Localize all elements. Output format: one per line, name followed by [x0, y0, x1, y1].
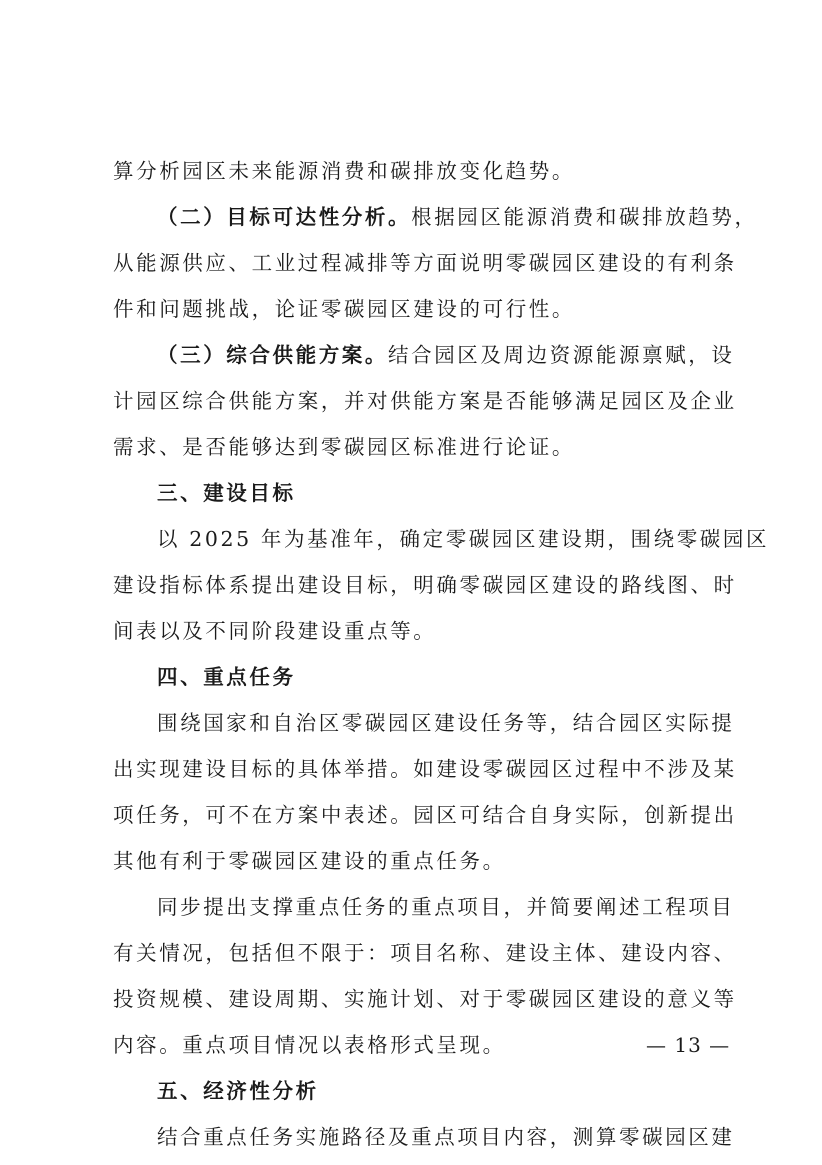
section-heading-goals: 三、建设目标: [157, 481, 296, 505]
text-line: 项任务，可不在方案中表述。园区可结合自身实际，创新提出: [113, 803, 737, 827]
text-line: 需求、是否能够达到零碳园区标准进行论证。: [113, 435, 575, 459]
text-line: 建设指标体系提出建设目标，明确零碳园区建设的路线图、时: [113, 573, 737, 597]
text-line: 同步提出支撑重点任务的重点项目，并简要阐述工程项目: [157, 895, 735, 919]
text-line: 有关情况，包括但不限于：项目名称、建设主体、建设内容、: [113, 941, 737, 965]
text-line: 投资规模、建设周期、实施计划、对于零碳园区建设的意义等: [113, 987, 737, 1011]
text-run: 根据园区能源消费和碳排放趋势，: [411, 205, 758, 229]
text-line: 算分析园区未来能源消费和碳排放变化趋势。: [113, 159, 575, 183]
text-line: 以 2025 年为基准年，确定零碳园区建设期，围绕零碳园区: [157, 527, 770, 551]
section-heading-tasks: 四、重点任务: [157, 665, 296, 689]
text-run: 结合园区及周边资源能源禀赋，设: [388, 343, 735, 367]
page-number: — 13 —: [646, 1033, 731, 1057]
text-line: 围绕国家和自治区零碳园区建设任务等，结合园区实际提: [157, 711, 735, 735]
subsection-heading-2: （二）目标可达性分析。: [157, 205, 412, 229]
section-2-line-1: [113, 194, 758, 240]
text-line: 出实现建设目标的具体举措。如建设零碳园区过程中不涉及某: [113, 757, 737, 781]
body-text: [113, 148, 770, 1160]
text-line: 计园区综合供能方案，并对供能方案是否能够满足园区及企业: [113, 389, 737, 413]
section-heading-economics: 五、经济性分析: [157, 1079, 319, 1103]
text-line: 结合重点任务实施路径及重点项目内容，测算零碳园区建: [157, 1125, 735, 1149]
text-line: 其他有利于零碳园区建设的重点任务。: [113, 849, 506, 873]
text-line: 间表以及不同阶段建设重点等。: [113, 619, 437, 643]
text-line: 内容。重点项目情况以表格形式呈现。: [113, 1033, 506, 1057]
text-line: 件和问题挑战，论证零碳园区建设的可行性。: [113, 297, 575, 321]
subsection-heading-3: （三）综合供能方案。: [157, 343, 388, 367]
text-line: 从能源供应、工业过程减排等方面说明零碳园区建设的有利条: [113, 251, 737, 275]
section-3-line-1: [113, 332, 735, 378]
